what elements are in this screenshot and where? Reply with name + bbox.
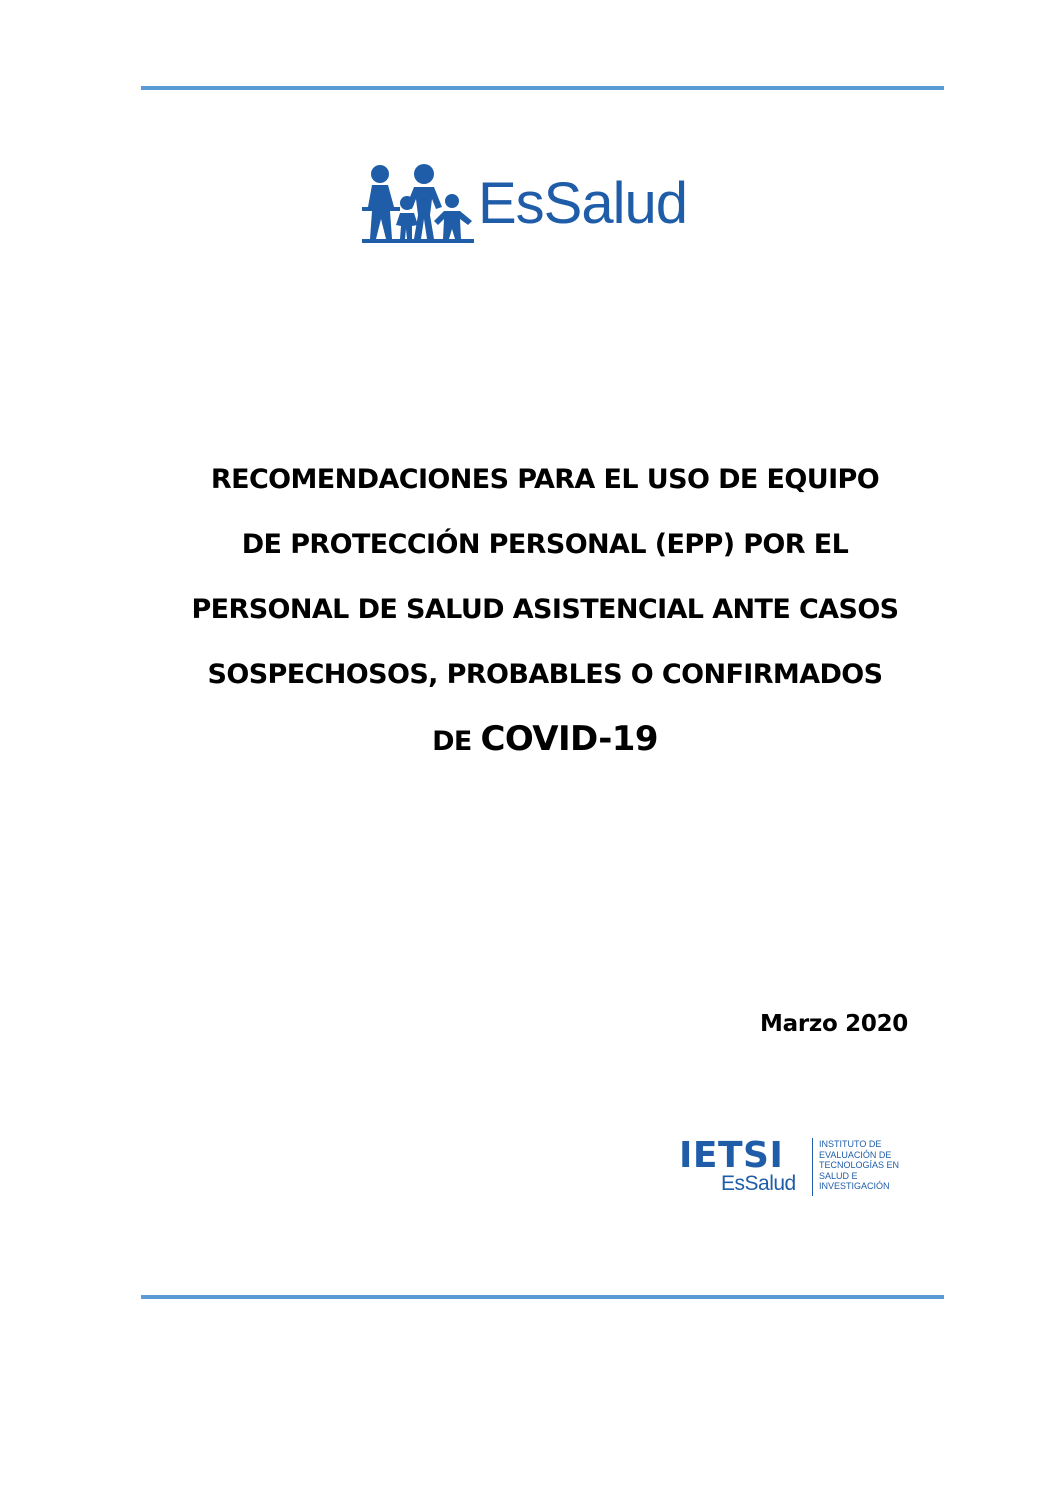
ietsi-desc-line: TECNOLOGÍAS EN (819, 1160, 900, 1170)
bottom-rule (141, 1295, 944, 1299)
title-line-3: PERSONAL DE SALUD ASISTENCIAL ANTE CASOS (191, 594, 899, 625)
ietsi-desc-line: INSTITUTO DE (819, 1139, 882, 1149)
publication-date: Marzo 2020 (760, 1011, 908, 1037)
ietsi-desc-line: INVESTIGACIÓN (819, 1181, 890, 1191)
ietsi-essalud: EsSalud (721, 1172, 796, 1195)
ietsi-desc-line: EVALUACIÓN DE (819, 1149, 892, 1160)
title-line-1: RECOMENDACIONES PARA EL USO DE EQUIPO (210, 464, 880, 495)
ietsi-divider (812, 1138, 813, 1196)
title-line-4: SOSPECHOSOS, PROBABLES O CONFIRMADOS (207, 659, 883, 690)
title-line-2: DE PROTECCIÓN PERSONAL (EPP) POR EL (241, 529, 849, 560)
essalud-wordmark: EsSalud (478, 171, 688, 236)
ietsi-desc-line: SALUD E (819, 1170, 858, 1181)
title-line-5 (120, 707, 970, 774)
title-covid: COVID-19 (480, 719, 658, 759)
ietsi-logo (679, 1135, 919, 1200)
family-icon (360, 163, 476, 245)
ietsi-acronym: IETSI (679, 1135, 784, 1176)
title-line-5-prefix: DE (432, 726, 472, 757)
top-rule (141, 86, 944, 90)
document-title (120, 447, 970, 774)
ietsi-description (819, 1139, 919, 1192)
essalud-logo (360, 163, 700, 245)
